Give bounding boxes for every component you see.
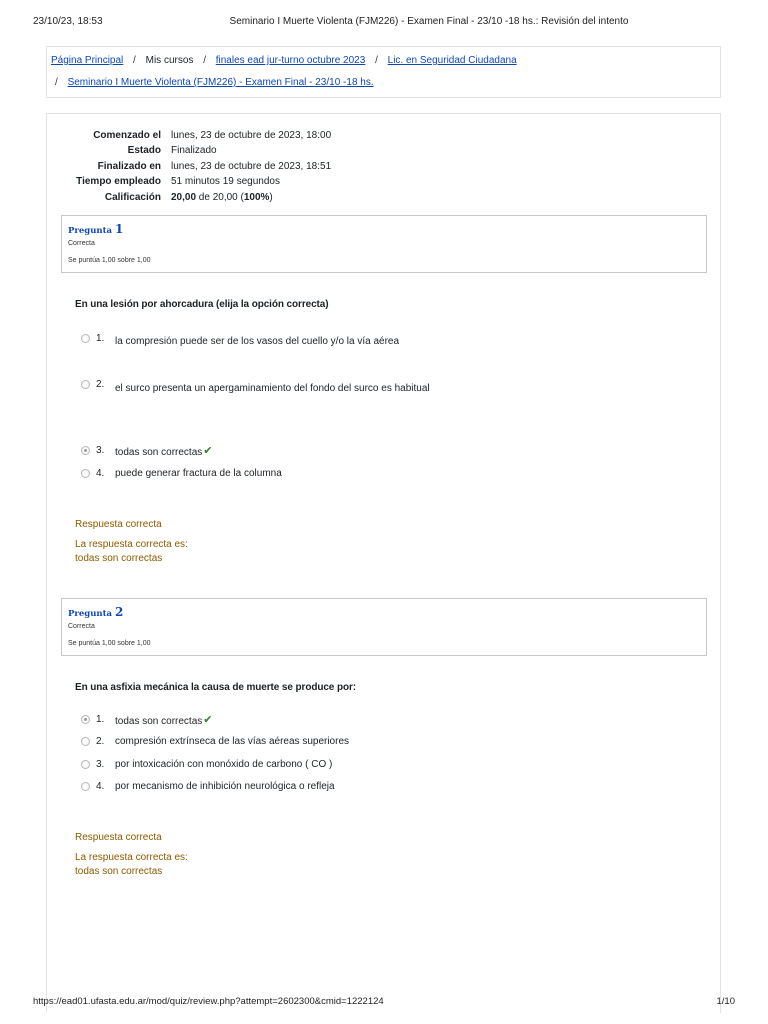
question-label: Pregunta [68,226,113,236]
question-number [68,222,123,236]
breadcrumb-program-link[interactable]: Lic. en Seguridad Ciudadana [387,55,517,66]
option-number: 2. [96,736,105,747]
question-info-box [61,215,707,273]
summary-label: Calificación [104,192,161,203]
check-icon: ✔ [203,714,213,726]
feedback-right-label: La respuesta correcta es: [75,852,188,863]
option-text-value: todas son correctas [115,447,203,458]
breadcrumb-separator: / [203,55,206,66]
breadcrumb-separator: / [133,55,136,66]
feedback-right-answer: todas son correctas [75,553,163,564]
breadcrumb-my-courses: Mis cursos [145,55,194,66]
print-footer [33,996,735,1010]
option-text [115,445,212,458]
print-page-number: 1/10 [716,996,735,1007]
radio-checked-icon[interactable] [81,446,90,455]
grade-of: de 20,00 ( [196,192,244,203]
answer-option[interactable] [81,468,681,484]
option-number: 1. [96,714,105,725]
option-text [115,714,212,727]
feedback-result: Respuesta correcta [75,519,162,530]
summary-value: 51 minutos 19 segundos [171,176,280,187]
answer-option[interactable] [81,333,681,349]
option-text: puede generar fractura de la columna [115,468,282,479]
check-icon: ✔ [203,445,213,457]
radio-checked-icon[interactable] [81,715,90,724]
breadcrumb-separator: / [55,77,58,88]
option-text: por mecanismo de inhibición neurológica o refleja [115,781,335,792]
answer-option[interactable] [81,759,681,775]
print-page-title: Seminario I Muerte Violenta (FJM226) - Examen Final - 23/10 -18 hs.: Revisión del intento [229,16,629,27]
feedback-right-label: La respuesta correcta es: [75,539,188,550]
option-text-value: todas son correctas [115,716,203,727]
radio-icon[interactable] [81,737,90,746]
radio-icon[interactable] [81,760,90,769]
radio-icon[interactable] [81,782,90,791]
breadcrumb [46,46,721,98]
option-number: 2. [96,379,105,390]
option-number: 4. [96,781,105,792]
question-grade: Se puntúa 1,00 sobre 1,00 [68,640,151,647]
summary-value: lunes, 23 de octubre de 2023, 18:51 [171,161,332,172]
summary-value: Finalizado [171,145,217,156]
radio-icon[interactable] [81,380,90,389]
grade-score: 20,00 [171,192,197,203]
question-label: Pregunta [68,609,113,619]
quiz-review-region [46,113,721,1013]
question-text: En una asfixia mecánica la causa de muerte se produce por: [75,682,356,693]
option-number: 3. [96,445,105,456]
breadcrumb-home-link[interactable]: Página Principal [51,55,124,66]
grade-close: ) [269,192,273,203]
answer-option[interactable] [81,781,681,797]
summary-label: Comenzado el [93,130,161,141]
feedback-right-answer: todas son correctas [75,866,163,877]
grade-percent: 100% [243,192,270,203]
option-text: el surco presenta un apergaminamiento del fondo del surco es habitual [115,383,430,394]
answer-option-selected[interactable] [81,445,681,461]
summary-value [171,192,273,203]
option-number: 4. [96,468,105,479]
question-state: Correcta [68,240,95,247]
question-text: En una lesión por ahorcadura (elija la opción correcta) [75,299,329,310]
question-number-value: 1 [114,222,124,236]
radio-icon[interactable] [81,334,90,343]
breadcrumb-quiz-link[interactable]: Seminario I Muerte Violenta (FJM226) - Examen Final - 23/10 -18 hs. [67,77,374,88]
question-number-value: 2 [114,605,124,619]
breadcrumb-category-link[interactable]: finales ead jur-turno octubre 2023 [215,55,366,66]
print-url: https://ead01.ufasta.edu.ar/mod/quiz/review.php?attempt=2602300&cmid=1222124 [33,996,384,1007]
summary-label: Estado [127,145,161,156]
answer-option-selected[interactable] [81,714,681,730]
option-number: 1. [96,333,105,344]
breadcrumb-separator: / [375,55,378,66]
answer-option[interactable] [81,736,681,752]
option-text: por intoxicación con monóxido de carbono ( CO ) [115,759,333,770]
print-header [33,16,735,30]
option-text: compresión extrínseca de las vías aéreas superiores [115,736,350,747]
feedback-result: Respuesta correcta [75,832,162,843]
question-grade: Se puntúa 1,00 sobre 1,00 [68,257,151,264]
option-number: 3. [96,759,105,770]
summary-label: Finalizado en [97,161,161,172]
question-info-box [61,598,707,656]
question-number [68,605,123,619]
question-state: Correcta [68,623,95,630]
radio-icon[interactable] [81,469,90,478]
answer-option[interactable] [81,379,681,395]
print-datetime: 23/10/23, 18:53 [33,16,103,27]
option-text: la compresión puede ser de los vasos del cuello y/o la vía aérea [115,336,400,347]
summary-label: Tiempo empleado [76,176,161,187]
summary-value: lunes, 23 de octubre de 2023, 18:00 [171,130,332,141]
